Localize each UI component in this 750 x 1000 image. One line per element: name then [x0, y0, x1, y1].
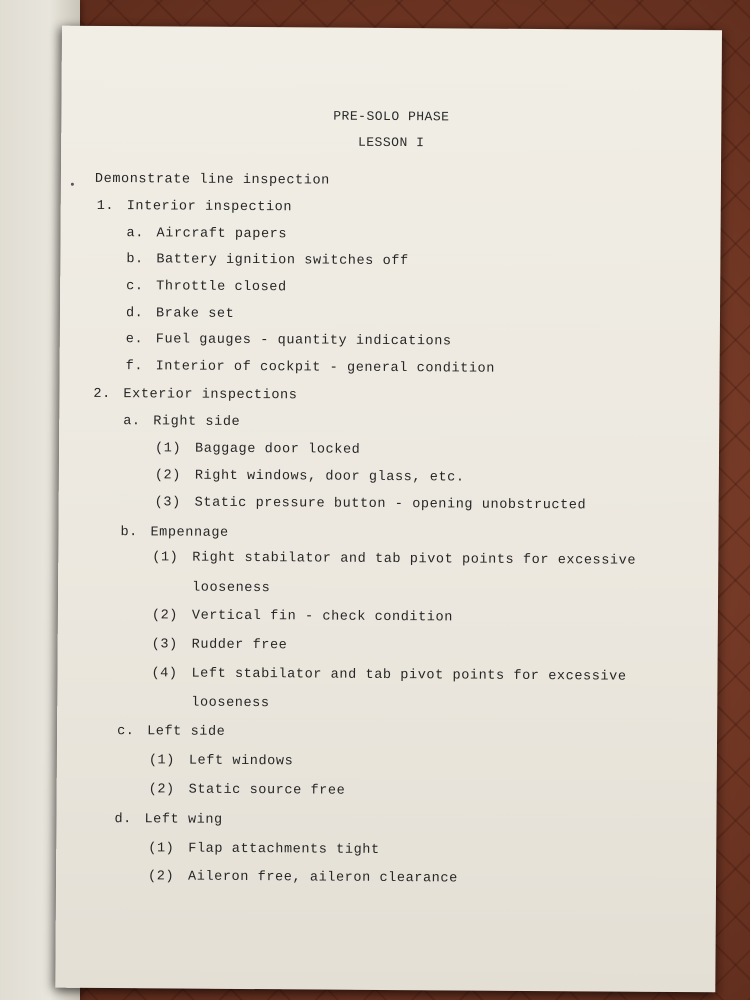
subitem-label: Flap attachments tight — [188, 841, 380, 858]
subitem-number: (2) — [154, 468, 182, 484]
item-label: Left wing — [144, 812, 223, 828]
subitem-label: Left windows — [188, 753, 294, 770]
stray-mark — [71, 183, 74, 186]
subitem-number: (1) — [148, 753, 176, 769]
subitem-label: Static source free — [188, 782, 346, 799]
subitem-number: (1) — [152, 550, 179, 566]
item-1b — [126, 252, 408, 269]
item-label: Aircraft papers — [156, 226, 288, 243]
item-letter: d. — [114, 812, 132, 828]
section-label: Interior inspection — [126, 199, 293, 216]
item-2c1 — [149, 753, 294, 769]
item-letter: c. — [126, 279, 144, 295]
item-letter: a. — [126, 226, 145, 242]
subitem-number: (3) — [154, 495, 181, 511]
item-2a2 — [155, 468, 465, 485]
item-letter: a. — [123, 414, 141, 430]
item-2c2 — [149, 782, 346, 798]
item-1e — [126, 332, 452, 349]
item-1d — [126, 306, 234, 322]
item-label: Left side — [147, 724, 226, 740]
subitem-number: (2) — [148, 782, 175, 798]
item-letter: b. — [120, 525, 138, 541]
item-2b3 — [152, 637, 288, 653]
item-label: Interior of cockpit - general condition — [155, 359, 496, 377]
subitem-number: (2) — [148, 869, 175, 885]
subitem-label: Left stabilator and tab pivot points for excessive — [191, 666, 627, 685]
item-label: Right side — [153, 414, 241, 430]
section-1 — [97, 199, 292, 215]
item-2b1-continuation: looseness — [192, 580, 271, 597]
item-1a — [127, 226, 288, 242]
section-number: 1. — [96, 198, 115, 215]
lesson-title: LESSON I — [357, 134, 425, 151]
subitem-number: (2) — [151, 608, 179, 624]
section-number: 2. — [93, 386, 111, 403]
subitem-label: Baggage door locked — [195, 441, 361, 458]
section-label: Exterior inspections — [123, 387, 298, 404]
phase-title: PRE-SOLO PHASE — [333, 108, 450, 125]
item-2d2 — [148, 869, 458, 886]
item-letter: f. — [125, 359, 144, 375]
item-letter: c. — [117, 724, 135, 740]
item-label: Battery ignition switches off — [156, 252, 409, 270]
item-1f — [126, 359, 495, 377]
intro-line: Demonstrate line inspection — [94, 171, 330, 189]
subitem-label: Right stabilator and tab pivot points for excessive — [192, 550, 637, 569]
item-2a1 — [155, 441, 360, 457]
item-letter: b. — [126, 252, 144, 268]
section-2 — [93, 387, 297, 403]
subitem-number: (1) — [148, 841, 175, 857]
item-2b — [120, 525, 228, 541]
item-label: Throttle closed — [156, 279, 287, 296]
item-label: Empennage — [150, 525, 229, 541]
subitem-label: Vertical fin - check condition — [191, 608, 453, 626]
item-label: Brake set — [155, 306, 235, 322]
subitem-number: (1) — [155, 441, 182, 457]
item-2b4-continuation: looseness — [191, 695, 270, 712]
subitem-number: (4) — [151, 666, 178, 682]
item-letter: e. — [125, 332, 144, 348]
item-2a3 — [155, 495, 587, 513]
item-2d — [114, 812, 222, 828]
subitem-number: (3) — [151, 637, 178, 653]
item-2c — [117, 724, 225, 740]
item-2d1 — [148, 841, 380, 858]
item-2b2 — [152, 608, 453, 625]
item-2b4 — [151, 666, 626, 684]
item-2b1 — [152, 550, 636, 568]
subitem-label: Rudder free — [191, 637, 288, 654]
item-letter: d. — [125, 306, 144, 322]
document-page — [55, 26, 722, 993]
subitem-label: Aileron free, aileron clearance — [188, 869, 458, 887]
item-2a — [123, 414, 240, 430]
item-1c — [126, 279, 287, 295]
subitem-label: Static pressure button - opening unobstructed — [194, 495, 587, 514]
item-label: Fuel gauges - quantity indications — [155, 332, 452, 350]
subitem-label: Right windows, door glass, etc. — [194, 468, 465, 486]
